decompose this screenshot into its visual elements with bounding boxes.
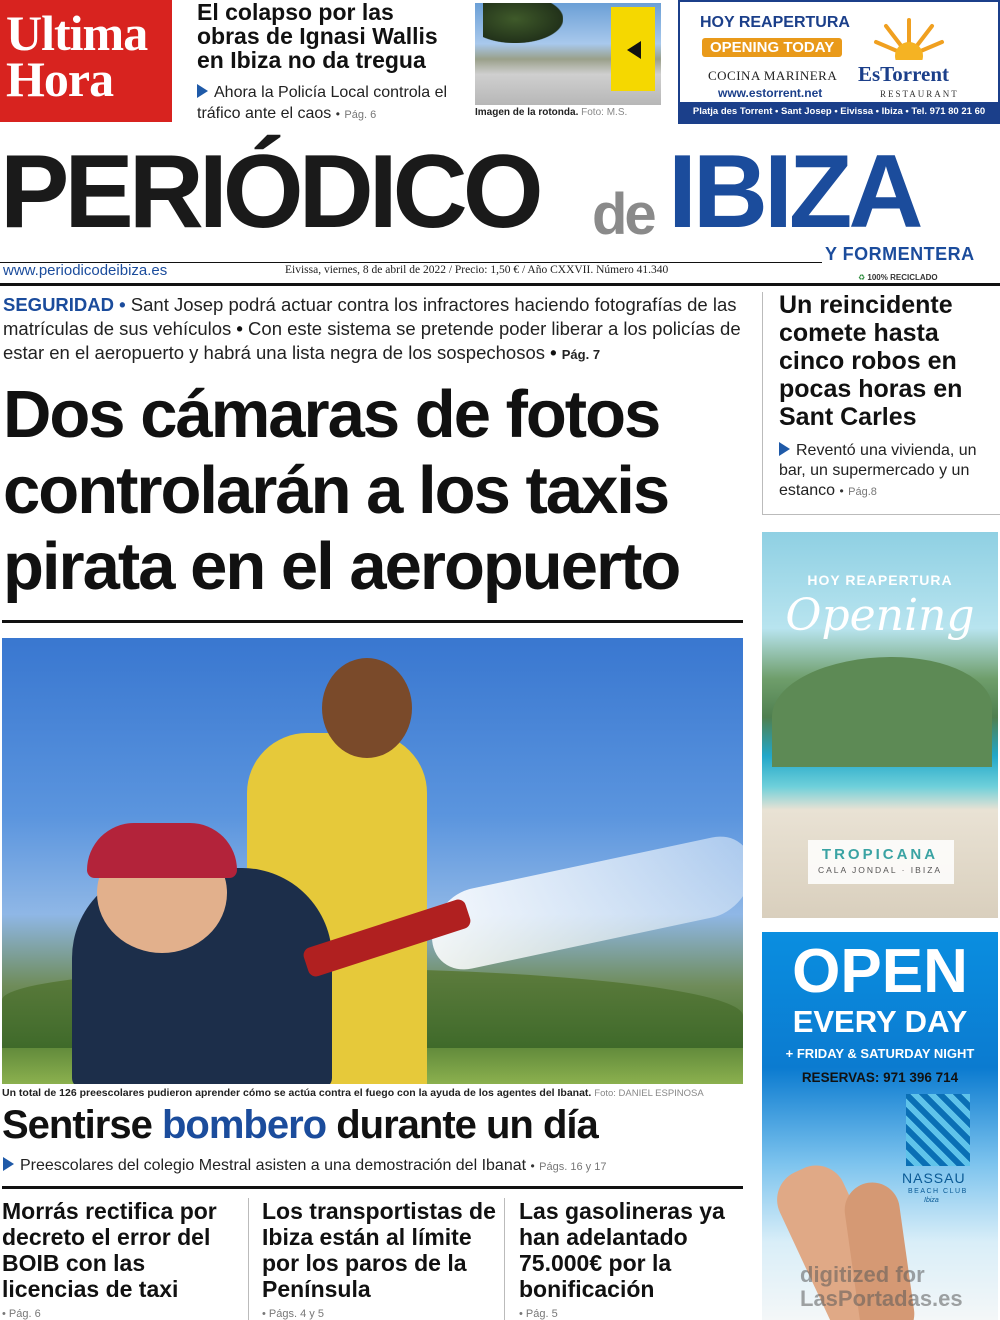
triangle-icon: [779, 442, 790, 456]
bottom-story-3-title[interactable]: Las gasolineras ya han adelantado 75.000€ por la bonificación: [519, 1198, 725, 1302]
column-divider: [504, 1198, 505, 1320]
ad-footer: Platja des Torrent • Sant Josep • Eivissa • Ibiza • Tel. 971 80 21 60: [680, 102, 998, 122]
nassau-logo-icon: [906, 1094, 970, 1166]
mountain-shape: [772, 657, 992, 767]
bottom-story-1-page-wrap: [2, 1308, 242, 1320]
top-teaser[interactable]: [197, 0, 462, 126]
tropicana-brand: TROPICANA: [821, 846, 939, 863]
bottom-story-2-page: Págs. 4 y 5: [268, 1308, 324, 1320]
kicker-page: Pág. 7: [561, 347, 601, 362]
nassau-sub: BEACH CLUB: [908, 1188, 968, 1195]
ultima-hora-line2: Hora: [6, 51, 114, 107]
ultima-hora-box[interactable]: [0, 0, 172, 122]
nassau-every: EVERY DAY: [792, 1004, 968, 1039]
main-photo-caption-text: Un total de 126 preescolares pudieron aprender cómo se actúa contra el fuego con la ayuda de los agentes del Ibanat.: [2, 1087, 592, 1099]
dateline: Eivissa, viernes, 8 de abril de 2022 / Precio: 1,50 € / Año CXXVII. Número 41.340: [285, 264, 669, 276]
bullet-icon: •: [550, 342, 557, 363]
tree-shape: [483, 3, 563, 43]
nassau-open: OPEN: [792, 937, 968, 1006]
child-cap: [87, 823, 237, 878]
headline-rule: [2, 620, 743, 623]
bottom-story-2-title[interactable]: Los transportistas de Ibiza están al límite por los paros de la Península: [262, 1198, 496, 1302]
triangle-icon: [197, 84, 208, 98]
top-photo-caption: [475, 107, 627, 118]
masthead-de: de: [592, 182, 654, 247]
reciclado-text: 100% RECICLADO: [867, 273, 938, 282]
ad-line1: HOY REAPERTURA: [700, 14, 850, 31]
masthead-formentera: Y FORMENTERA: [825, 244, 975, 264]
masthead-periodico[interactable]: PERIÓDICO: [0, 134, 539, 250]
top-photo-caption-text: Imagen de la rotonda.: [475, 107, 579, 118]
top-teaser-deck: Ahora la Policía Local controla el tráfico ante el caos: [197, 84, 448, 122]
kicker-part-1: Sant Josep podrá actuar contra los infractores haciendo fotografías de las matrículas de sus vehículos: [3, 294, 737, 339]
ad-line2: OPENING TODAY: [702, 38, 842, 57]
bottom-story-1-page: Pág. 6: [8, 1308, 41, 1320]
ultima-hora-line1: Ultima: [6, 5, 148, 61]
bullet-icon: •: [236, 318, 243, 339]
sub-headline-part-b: bombero: [161, 1103, 327, 1147]
bullet-icon: •: [335, 107, 340, 121]
bottom-story-3-page: Pág. 5: [525, 1308, 558, 1320]
bottom-story-1-title[interactable]: Morrás rectifica por decreto el error del BOIB con las licencias de taxi: [2, 1198, 217, 1302]
sub-headline[interactable]: [2, 1103, 598, 1148]
ad-line3: COCINA MARINERA: [708, 68, 838, 83]
firefighter-photo[interactable]: [2, 638, 743, 1084]
ad-brand-sub: RESTAURANT: [880, 89, 959, 99]
ad-web[interactable]: www.estorrent.net: [718, 86, 823, 100]
tropicana-ad[interactable]: [762, 532, 998, 918]
side-story-title[interactable]: Un reincidente comete hasta cinco robos en pocas horas en Sant Carles: [779, 291, 963, 431]
masthead-bottom-rule: [0, 283, 1000, 286]
estorrent-ad[interactable]: [678, 0, 1000, 124]
side-deck-text: Reventó una vivienda, un bar, un supermercado y un estanco: [779, 442, 977, 499]
top-photo-credit: Foto: M.S.: [581, 107, 628, 118]
bullet-icon: •: [262, 1308, 269, 1320]
recycle-icon: ♻: [858, 273, 866, 282]
section-label[interactable]: SEGURIDAD: [3, 294, 115, 315]
arrow-left-icon: [627, 41, 641, 59]
bullet-icon: •: [530, 1159, 535, 1173]
tropicana-script: Opening: [785, 590, 975, 641]
water-spray: [432, 829, 743, 977]
nassau-fri: + FRIDAY & SATURDAY NIGHT: [785, 1046, 975, 1061]
triangle-icon: [3, 1157, 14, 1171]
top-teaser-deck-wrap: [197, 82, 462, 126]
reciclado-label: [858, 273, 938, 282]
bottom-rule: [2, 1186, 743, 1189]
watermark: digitized for LasPortadas.es: [800, 1262, 963, 1311]
nassau-name: NASSAU: [902, 1170, 966, 1186]
bottom-story-3-page-wrap: [519, 1308, 749, 1320]
bullet-icon: •: [519, 1308, 526, 1320]
kicker-part-2: Con este sistema se pretende poder liberar a los policías de estar en el aeropuerto y habrá una lista negra de los sospechosos: [3, 318, 741, 363]
side-divider: [762, 292, 763, 514]
tropicana-sub: CALA JONDAL · IBIZA: [817, 865, 943, 875]
main-photo-credit: Foto: DANIEL ESPINOSA: [594, 1088, 704, 1099]
bullet-icon: •: [119, 294, 126, 315]
website-link[interactable]: www.periodicodeibiza.es: [3, 262, 168, 279]
firefighter-head: [322, 658, 412, 758]
sub-deck-page: Págs. 16 y 17: [539, 1161, 607, 1173]
sub-headline-part-c: durante un día: [326, 1103, 598, 1147]
bullet-icon: •: [2, 1308, 9, 1320]
top-teaser-page: Pág. 6: [344, 109, 377, 121]
main-kicker: [3, 293, 743, 367]
main-photo-caption: [2, 1087, 704, 1099]
sub-headline-part-a: Sentirse: [2, 1103, 162, 1147]
nassau-sub2: Ibiza: [924, 1197, 939, 1204]
bottom-story-1[interactable]: [2, 1198, 242, 1320]
nassau-reservas: RESERVAS: 971 396 714: [801, 1070, 959, 1085]
column-divider: [248, 1198, 249, 1320]
masthead-ibiza[interactable]: IBIZA: [668, 134, 920, 250]
side-story-deck: [779, 441, 999, 502]
bottom-story-2-page-wrap: [262, 1308, 502, 1320]
roundabout-photo[interactable]: [475, 3, 661, 105]
tropicana-line1: HOY REAPERTURA: [807, 572, 953, 588]
top-teaser-title[interactable]: El colapso por las obras de Ignasi Wallis en Ibiza no da tregua: [197, 0, 438, 73]
sub-deck: [3, 1157, 606, 1175]
bottom-story-2[interactable]: [262, 1198, 502, 1320]
ad-brand: EsTorrent: [858, 62, 950, 86]
bottom-story-3[interactable]: [519, 1198, 749, 1320]
sun-icon: [872, 16, 946, 60]
main-headline[interactable]: Dos cámaras de fotos controlarán a los taxis pirata en el aeropuerto: [3, 377, 680, 604]
sub-deck-text: Preescolares del colegio Mestral asisten a una demostración del Ibanat: [20, 1157, 527, 1174]
side-page: Pág.8: [848, 486, 877, 498]
bullet-icon: •: [839, 484, 844, 498]
side-bottom-rule: [762, 514, 1000, 515]
